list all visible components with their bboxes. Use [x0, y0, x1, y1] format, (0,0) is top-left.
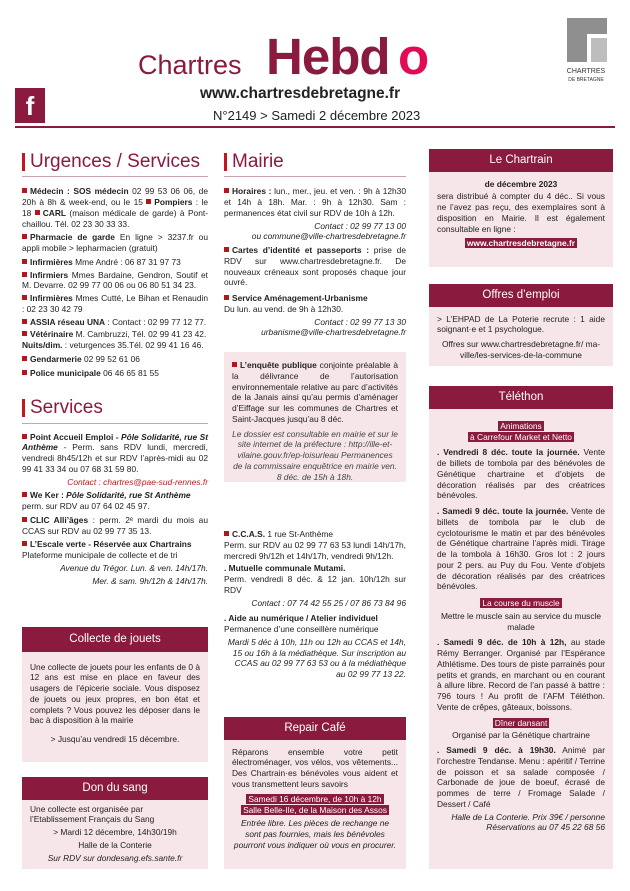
services-list: [22, 432, 208, 587]
repair-box: [224, 717, 406, 869]
diner-text: Organisé par la Génétique chartraine: [452, 730, 590, 741]
muscle-heading: La course du muscle: [482, 598, 560, 609]
telethon-box: [429, 386, 613, 869]
logo-mark-icon: [561, 14, 611, 66]
title-bar: [22, 399, 25, 417]
list-item: Médecin : SOS médecin 02 99 53 06 06, de 20h à 8h & week-end, ou le 15 Pompiers : le 18 CARL (maison médicale de garde) à Pont-chaillou. Tél. 02 23 30 33 33.: [22, 186, 208, 229]
ccas-section: [224, 529, 406, 682]
collecte-text: Une collecte de jouets pour les enfants de 0 à 12 ans est mise en place en faveur des usagers de l’épicerie sociale. Vous disposez de jouets ou jeux propres, en bon état et complets ? Vous pouvez les déposer dans le bac à disposition à la mairie: [30, 661, 200, 726]
collecte-box: [22, 627, 208, 762]
logo-text-2: DE BRETAGNE: [568, 76, 604, 83]
list-item: Infirmières Mme André : 06 87 31 97 73: [22, 257, 208, 268]
sang-text: Une collecte est organisée par l’Etablissement Français du Sang: [30, 803, 155, 825]
mairie-title: [224, 150, 406, 174]
sang-title: Don du sang: [22, 777, 208, 800]
telethon-item: . Samedi 9 déc. à 19h30. Animé par l’orchestre Tendanse. Menu : apéritif / Terrine de poisson et sa salade composée / Carbonade de joue de boeuf, écrasé de pommes de terre / Fromage Salade / Dessert / Café: [437, 745, 605, 809]
mutuelle: . Mutuelle communale Mutami. Perm. vendredi 8 déc. & 12 jan. 10h/12h sur RDV: [224, 563, 406, 595]
list-item: Point Accueil Emploi - Pôle Solidarité, rue St Anthème - Perm. sans RDV lundi, mercredi, vendredi 8h45/12h et sur RDV l’après-midi au 02 99 41 33 34 ou 07 68 31 59 80.: [22, 431, 208, 474]
list-item: L’Escale verte - Réservée aux Chartrains Plateforme municipale de collecte et de tri: [22, 539, 192, 561]
telethon-item: . Samedi 9 déc. de 10h à 12h, au stade Rémy Berranger. Organisé par l’Espérance Athlétisme. Des tours de piste parrainés pour petits et grands, en marchant ou en courant à allure libre. Record de l’an passé à battre : 796 tours ! Au profit de l’AFM Téléthon. Vente de crêpes, gâteaux, boissons.: [437, 637, 605, 712]
animations-heading: Animations à Carrefour Market et Netto: [470, 420, 572, 443]
numerique-info: Mardi 5 déc à 10h, 11h ou 12h au CCAS et 14h, 15 ou 16h à la médiathèque. Sur inscription au CCAS au 02 99 77 63 53 ou à la médiathèque au 02 99 77 13 22.: [227, 636, 406, 679]
divider: [224, 176, 406, 177]
numerique: . Aide au numérique / Atelier individuel Permanence d’une conseillère numérique: [224, 613, 379, 634]
list-item: CLIC Alli’âges : perm. 2ᵉ mardi du mois au CCAS sur RDV au 02 99 77 35 13.: [22, 514, 208, 536]
divider: [22, 423, 208, 424]
title-bar: [22, 153, 25, 171]
list-item: Infirmiers Mmes Bardaine, Gendron, Soutif et M. Devarre. 02 99 77 00 06 ou 06 80 51 34 23.: [22, 269, 208, 291]
masthead: [138, 24, 458, 84]
mairie-info: [224, 186, 406, 338]
title-bar: [224, 153, 227, 171]
diner-heading: Dîner dansant: [494, 717, 548, 728]
chartrain-link[interactable]: www.chartresdebretagne.fr: [466, 238, 576, 249]
sang-box: [22, 777, 208, 869]
list-item: Infirmières Mmes Cutté, Le Bihan et Renaudin : 02 23 30 42 79: [22, 293, 208, 314]
issue-line: N°2149 > Samedi 2 décembre 2023: [213, 108, 421, 123]
list-item: Nuits/dim. : veturgences 35.Tél. 02 99 41 16 46.: [22, 340, 204, 351]
list-item: Pharmacie de garde En ligne > 3237.fr ou appli mobile > lepharmacien (gratuit): [22, 232, 208, 254]
mairie-contact: Contact : 02 99 77 13 00 ou commune@ville-chartresdebretagne.fr: [251, 220, 406, 242]
urgences-title-text: Urgences / Services: [30, 151, 201, 172]
telethon-item: . Vendredi 8 déc. toute la journée. Vente de billets de tombola par des bénévoles de Génétique chartraine et d’objets de décoration réalisés par des créatrices bénévoles.: [437, 447, 605, 501]
urbanisme: Service Aménagement-Urbanisme Du lun. au vend. de 9h à 12h30.: [224, 293, 368, 314]
enquete-info: Le dossier est consultable en mairie et sur le site internet de la préfecture : http://ille-et-vilaine.gouv.fr/ep-loisurleau Permanences de la commissaire enquêtrice en mairie ven. 8 déc. de 15h à 18h.: [232, 428, 398, 482]
escale-hours-2: Mer. & sam. 9h/12h & 14h/17h.: [92, 575, 208, 586]
repair-title: Repair Café: [224, 717, 406, 740]
telethon-item: . Samedi 9 déc. toute la journée. Vente de billets de tombola par le club de cyclotourisme le matin et par des bénévoles de Génétique chartraine l’après midi. Tirage de la tombola à 16h30. Gros lot : 2 jours pour 2 pers. au Puy du Fou. Vente d’objets de décoration réalisés par des créatrices bénévoles.: [437, 506, 605, 592]
collecte-date: > Jusqu’au vendredi 15 décembre.: [50, 734, 180, 745]
services-title: [22, 396, 208, 420]
list-item: ASSIA réseau UNA : Contact : 02 99 77 12 77.: [22, 317, 208, 328]
mutuelle-contact: Contact : 07 74 42 55 25 / 07 86 73 84 96: [251, 597, 406, 608]
sang-rdv[interactable]: Sur RDV sur dondesang.efs.sante.fr: [47, 852, 183, 863]
list-item: We Ker : Pôle Solidarité, rue St Anthème perm. sur RDV au 07 64 02 45 97.: [22, 490, 191, 512]
left-column: [22, 150, 208, 588]
emploi-link[interactable]: Offres sur www.chartresdebretagne.fr/ ma-ville/les-services-de-la-commune: [441, 339, 601, 360]
chartrain-text: sera distribué à compter du 4 déc.. Si vous ne l’avez pas reçu, des exemplaires sont à disposition en Mairie. Il est également consultable en ligne :: [437, 191, 605, 234]
enquete-box: [224, 352, 406, 482]
services-title-text: Services: [30, 397, 103, 419]
repair-info: Entrée libre. Les pièces de rechange ne sont pas fournies, mais les bénévoles pourront vous indiquer où vous en procurer.: [233, 818, 397, 850]
title-chartres: Chartres: [138, 50, 242, 80]
chartrain-box: [429, 149, 613, 267]
pae-contact[interactable]: Contact : chartres@pae-sud-rennes.fr: [67, 476, 208, 487]
muscle-text: Mettre le muscle sain au service du muscle malade: [440, 610, 602, 632]
chartrain-date: de décembre 2023: [484, 178, 558, 189]
escale-hours-1: Avenue du Trégor. Lun. & ven. 14h/17h.: [60, 562, 208, 573]
urgences-title: [22, 150, 208, 174]
sang-place: Halle de la Conterie: [78, 839, 152, 850]
cartes-identite: Cartes d’identité et passeports : prise de RDV sur www.chartresdebretagne.fr. De nouveaux créneaux sont proposés chaque jour ouvré.: [224, 245, 406, 288]
title-hebdo-o: o: [398, 28, 430, 85]
diner-place: Halle de La Conterie. Prix 39€ / personne Réservations au 07 45 22 68 56: [451, 811, 605, 833]
horaires: Horaires : lun., mer., jeu. et ven. : 9h à 12h30 et 14h à 18h. Mar. : 9h à 12h30. Sam : permanences état civil sur RDV de 10h à 12h.: [224, 186, 406, 218]
mairie-title-text: Mairie: [232, 151, 284, 172]
urbanisme-contact: Contact : 02 99 77 13 30 urbanisme@ville-chartresdebretagne.fr: [261, 316, 406, 338]
urgences-list: [22, 186, 208, 378]
repair-date: Samedi 16 décembre, de 10h à 12h Salle Belle-Ile, de la Maison des Assos: [243, 793, 387, 816]
collecte-title: Collecte de jouets: [22, 627, 208, 652]
emploi-text: > L’EHPAD de La Poterie recrute : 1 aide soignant·e et 1 psychologue.: [437, 313, 605, 335]
sang-date: > Mardi 12 décembre, 14h30/19h: [53, 827, 177, 838]
facebook-letter: f: [25, 91, 35, 121]
emploi-title: Offres d’emploi: [429, 284, 613, 307]
list-item: Vétérinaire M. Cambruzzi, Tél. 02 99 41 23 42.: [22, 329, 208, 340]
header-divider: [15, 126, 615, 128]
city-logo: [561, 14, 611, 94]
title-hebdo: Hebd: [266, 28, 390, 85]
facebook-icon[interactable]: [15, 88, 45, 123]
divider: [22, 176, 208, 177]
list-item: Gendarmerie 02 99 52 61 06: [22, 354, 208, 365]
list-item: Police municipale 06 46 65 81 55: [22, 368, 208, 379]
repair-text: Réparons ensemble votre petit électroménager, vos vélos, vos vêtements... Des Chartrain·es bénévoles vous aident et vous transmettent leurs savoirs: [232, 746, 398, 789]
chartrain-title: Le Chartrain: [429, 149, 613, 172]
telethon-title: Téléthon: [429, 386, 613, 409]
emploi-box: [429, 284, 613, 366]
ccas: C.C.A.S. 1 rue St-Anthème Perm. sur RDV au 02 99 77 63 53 lundi 14h/17h, mercredi 9h/12h et 14h/17h, vendredi 9h/12h.: [224, 529, 406, 561]
middle-column: [224, 150, 406, 340]
site-url[interactable]: www.chartresdebretagne.fr: [200, 85, 401, 102]
enquete-text: L’enquête publique conjointe préalable à la délivrance de l’autorisation environnementale relative au parc d’activités de la Janais ainsi qu’au permis d’aménager d’Eiffage sur les communes de Chartres et Saint-Jacques jusqu’au 8 déc.: [232, 360, 398, 424]
logo-text-1: CHARTRES: [566, 68, 606, 75]
